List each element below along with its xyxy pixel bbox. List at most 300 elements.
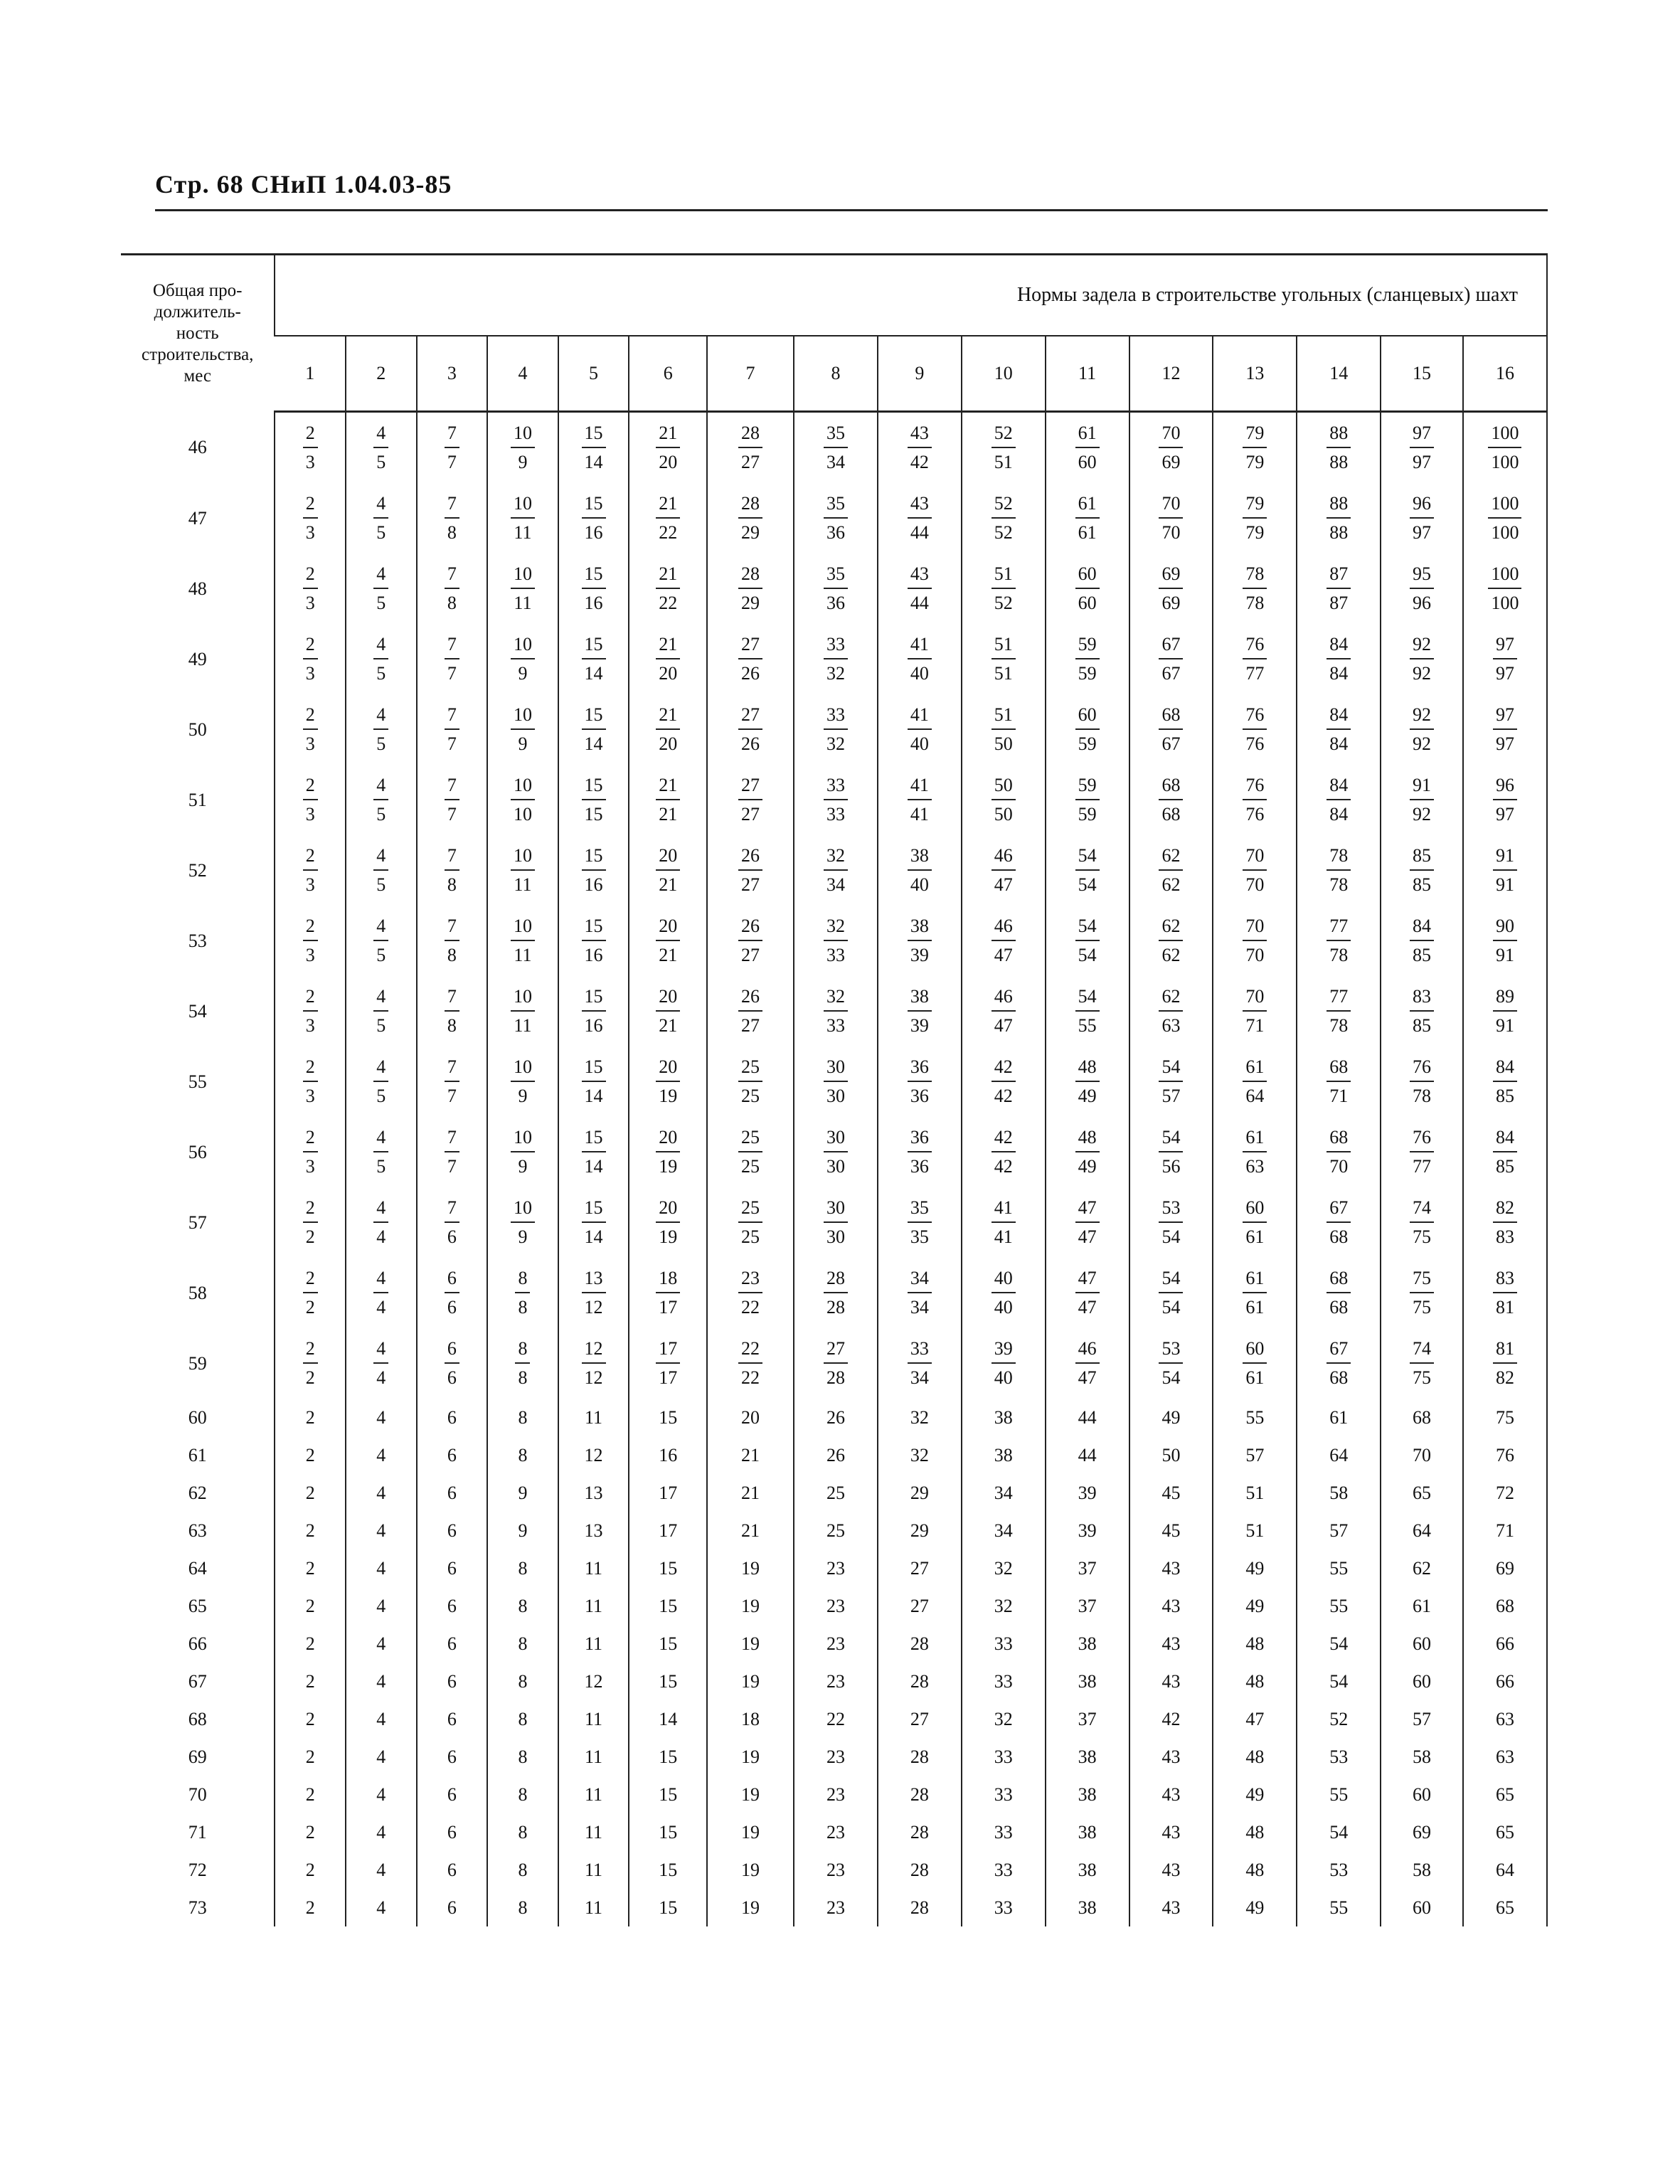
value-cell: 43 xyxy=(1129,1587,1213,1625)
fraction xyxy=(1075,423,1100,472)
fraction xyxy=(1410,1128,1434,1177)
fraction xyxy=(303,846,318,895)
denominator: 78 xyxy=(1245,593,1265,613)
denominator: 100 xyxy=(1491,452,1519,472)
fraction xyxy=(511,705,535,754)
denominator: 27 xyxy=(741,1015,760,1036)
numerator: 21 xyxy=(656,775,680,800)
fraction-cell xyxy=(275,1187,346,1258)
denominator: 5 xyxy=(376,945,386,965)
numerator: 4 xyxy=(373,1057,388,1082)
table-row xyxy=(121,1512,1547,1549)
fraction-cell xyxy=(487,1046,558,1117)
denominator: 34 xyxy=(910,1297,929,1318)
value-cell: 2 xyxy=(275,1813,346,1851)
value-cell: 38 xyxy=(1046,1813,1129,1851)
fraction-cell xyxy=(346,1117,417,1187)
fraction xyxy=(303,1339,318,1388)
numerator: 69 xyxy=(1159,564,1183,589)
numerator: 51 xyxy=(991,564,1016,589)
fraction-cell xyxy=(1297,1328,1381,1399)
fraction-cell xyxy=(707,1187,794,1258)
value-cell: 8 xyxy=(487,1813,558,1851)
fraction-cell xyxy=(1129,1117,1213,1187)
fraction-cell xyxy=(1046,835,1129,906)
numerator: 61 xyxy=(1243,1128,1267,1152)
value-cell: 64 xyxy=(1381,1512,1463,1549)
denominator: 17 xyxy=(659,1367,678,1388)
denominator: 35 xyxy=(910,1226,929,1247)
numerator: 10 xyxy=(511,423,535,448)
value-cell: 44 xyxy=(1046,1436,1129,1474)
numerator: 27 xyxy=(824,1339,848,1364)
numerator: 54 xyxy=(1159,1128,1183,1152)
fraction-cell xyxy=(962,1258,1046,1328)
numerator: 97 xyxy=(1493,635,1517,659)
fraction-cell xyxy=(629,976,707,1046)
fraction xyxy=(656,1268,680,1318)
denominator: 9 xyxy=(518,1086,528,1106)
fraction-cell xyxy=(878,412,962,484)
value-cell: 13 xyxy=(558,1474,629,1512)
column-number: 15 xyxy=(1381,336,1463,412)
numerator: 95 xyxy=(1410,564,1434,589)
fraction xyxy=(1075,705,1100,754)
denominator: 49 xyxy=(1078,1086,1097,1106)
numerator: 52 xyxy=(991,423,1016,448)
numerator: 35 xyxy=(908,1198,932,1223)
fraction xyxy=(445,846,459,895)
fraction-cell xyxy=(878,976,962,1046)
denominator: 21 xyxy=(659,804,678,825)
fraction-cell xyxy=(417,1187,488,1258)
value-cell: 15 xyxy=(629,1889,707,1926)
denominator: 52 xyxy=(994,522,1013,543)
duration-header-line: строительства, xyxy=(141,344,254,364)
fraction-cell xyxy=(794,694,878,765)
duration-cell: 62 xyxy=(188,1482,207,1503)
value-cell: 47 xyxy=(1213,1700,1297,1738)
denominator: 75 xyxy=(1413,1297,1432,1318)
fraction-cell xyxy=(1213,1258,1297,1328)
fraction-cell xyxy=(794,1258,878,1328)
numerator: 15 xyxy=(582,846,606,871)
value-cell: 60 xyxy=(1381,1889,1463,1926)
denominator: 51 xyxy=(994,452,1013,472)
fraction-cell xyxy=(558,1258,629,1328)
denominator: 9 xyxy=(518,733,528,754)
value-cell: 11 xyxy=(558,1625,629,1663)
numerator: 81 xyxy=(1493,1339,1517,1364)
denominator: 44 xyxy=(910,593,929,613)
denominator: 27 xyxy=(741,452,760,472)
fraction xyxy=(582,1339,606,1388)
fraction xyxy=(1243,705,1267,754)
value-cell: 38 xyxy=(962,1436,1046,1474)
fraction xyxy=(582,423,606,472)
fraction xyxy=(1488,423,1521,472)
fraction-cell xyxy=(275,765,346,835)
numerator: 38 xyxy=(908,987,932,1012)
value-cell: 58 xyxy=(1297,1474,1381,1512)
value-cell: 43 xyxy=(1129,1663,1213,1700)
denominator: 5 xyxy=(376,733,386,754)
table-row xyxy=(121,553,1547,624)
page-header: Стр. 68 СНиП 1.04.03-85 xyxy=(155,170,452,198)
numerator: 23 xyxy=(738,1268,762,1293)
fraction xyxy=(582,775,606,825)
denominator: 52 xyxy=(994,593,1013,613)
column-number: 4 xyxy=(487,336,558,412)
numerator: 30 xyxy=(824,1198,848,1223)
denominator: 47 xyxy=(994,945,1013,965)
numerator: 35 xyxy=(824,564,848,589)
numerator: 4 xyxy=(373,846,388,871)
table-row xyxy=(121,1700,1547,1738)
value-cell: 4 xyxy=(346,1625,417,1663)
denominator: 22 xyxy=(741,1367,760,1388)
value-cell: 4 xyxy=(346,1436,417,1474)
denominator: 29 xyxy=(741,593,760,613)
denominator: 20 xyxy=(659,663,678,684)
fraction-cell xyxy=(878,1328,962,1399)
fraction-cell xyxy=(1046,1046,1129,1117)
denominator: 88 xyxy=(1329,452,1349,472)
denominator: 14 xyxy=(584,663,603,684)
numerator: 33 xyxy=(908,1339,932,1364)
value-cell: 34 xyxy=(962,1512,1046,1549)
fraction-cell xyxy=(1381,1046,1463,1117)
numerator: 2 xyxy=(303,1198,318,1223)
duration-cell: 46 xyxy=(188,436,207,457)
fraction-cell xyxy=(346,1187,417,1258)
denominator: 16 xyxy=(584,945,603,965)
numerator: 100 xyxy=(1488,423,1521,448)
numerator: 15 xyxy=(582,1198,606,1223)
numerator: 26 xyxy=(738,846,762,871)
fraction-cell xyxy=(1381,976,1463,1046)
value-cell: 76 xyxy=(1463,1436,1547,1474)
fraction xyxy=(738,1339,762,1388)
fraction-cell xyxy=(417,412,488,484)
numerator: 77 xyxy=(1327,916,1351,941)
fraction xyxy=(738,1198,762,1247)
numerator: 32 xyxy=(824,846,848,871)
numerator: 15 xyxy=(582,1128,606,1152)
numerator: 60 xyxy=(1243,1339,1267,1364)
fraction-cell xyxy=(962,835,1046,906)
value-cell: 11 xyxy=(558,1738,629,1776)
numerator: 76 xyxy=(1410,1128,1434,1152)
numerator: 10 xyxy=(511,494,535,519)
numerator: 92 xyxy=(1410,635,1434,659)
numerator: 20 xyxy=(656,1198,680,1223)
value-cell: 8 xyxy=(487,1625,558,1663)
column-number: 1 xyxy=(275,336,346,412)
fraction xyxy=(1243,916,1267,965)
fraction-cell xyxy=(707,483,794,553)
fraction xyxy=(1075,1339,1100,1388)
fraction xyxy=(1159,705,1183,754)
value-cell: 37 xyxy=(1046,1587,1129,1625)
value-cell: 4 xyxy=(346,1512,417,1549)
value-cell: 54 xyxy=(1297,1813,1381,1851)
denominator: 3 xyxy=(305,663,315,684)
fraction xyxy=(1243,494,1267,543)
denominator: 28 xyxy=(826,1297,845,1318)
duration-column-header xyxy=(121,255,275,412)
numerator: 62 xyxy=(1159,916,1183,941)
fraction-cell xyxy=(558,976,629,1046)
value-cell: 8 xyxy=(487,1700,558,1738)
numerator: 28 xyxy=(738,494,762,519)
fraction-cell xyxy=(878,1258,962,1328)
value-cell: 61 xyxy=(1297,1399,1381,1436)
fraction xyxy=(738,1057,762,1106)
fraction-cell xyxy=(1297,624,1381,694)
fraction xyxy=(738,1268,762,1318)
fraction-cell xyxy=(962,1187,1046,1258)
column-number-row xyxy=(121,336,1547,412)
fraction xyxy=(991,423,1016,472)
value-cell: 2 xyxy=(275,1851,346,1889)
fraction-cell xyxy=(1463,976,1547,1046)
value-cell: 6 xyxy=(417,1587,488,1625)
fraction-cell xyxy=(1381,553,1463,624)
table-row xyxy=(121,1328,1547,1399)
value-cell: 55 xyxy=(1297,1889,1381,1926)
value-cell: 51 xyxy=(1213,1474,1297,1512)
denominator: 2 xyxy=(305,1367,315,1388)
denominator: 54 xyxy=(1161,1297,1181,1318)
fraction-cell xyxy=(275,694,346,765)
fraction-cell xyxy=(487,624,558,694)
numerator: 4 xyxy=(373,1268,388,1293)
column-number: 9 xyxy=(878,336,962,412)
fraction xyxy=(511,775,535,825)
duration-cell: 59 xyxy=(188,1352,207,1374)
numerator: 10 xyxy=(511,1128,535,1152)
numerator: 4 xyxy=(373,635,388,659)
denominator: 42 xyxy=(994,1086,1013,1106)
value-cell: 32 xyxy=(878,1436,962,1474)
fraction xyxy=(738,916,762,965)
denominator: 7 xyxy=(447,804,457,825)
numerator: 60 xyxy=(1075,564,1100,589)
denominator: 33 xyxy=(826,804,845,825)
numerator: 10 xyxy=(511,916,535,941)
fraction xyxy=(373,846,388,895)
numerator: 12 xyxy=(582,1339,606,1364)
fraction xyxy=(1493,635,1517,684)
denominator: 7 xyxy=(447,1086,457,1106)
fraction xyxy=(908,1268,932,1318)
denominator: 16 xyxy=(584,522,603,543)
denominator: 17 xyxy=(659,1297,678,1318)
fraction-cell xyxy=(878,835,962,906)
denominator: 92 xyxy=(1413,733,1432,754)
table-row xyxy=(121,1663,1547,1700)
denominator: 28 xyxy=(826,1367,845,1388)
numerator: 67 xyxy=(1159,635,1183,659)
numerator: 21 xyxy=(656,564,680,589)
fraction xyxy=(991,1198,1016,1247)
numerator: 4 xyxy=(373,1128,388,1152)
numerator: 4 xyxy=(373,705,388,730)
numerator: 41 xyxy=(991,1198,1016,1223)
numerator: 2 xyxy=(303,1057,318,1082)
fraction-cell xyxy=(707,553,794,624)
numerator: 84 xyxy=(1327,635,1351,659)
fraction xyxy=(511,423,535,472)
denominator: 50 xyxy=(994,804,1013,825)
denominator: 78 xyxy=(1329,874,1349,895)
value-cell: 12 xyxy=(558,1663,629,1700)
column-number: 10 xyxy=(962,336,1046,412)
fraction xyxy=(511,1198,535,1247)
fraction xyxy=(656,1128,680,1177)
fraction xyxy=(1493,987,1517,1036)
fraction-cell xyxy=(962,1046,1046,1117)
denominator: 85 xyxy=(1413,874,1432,895)
value-cell: 38 xyxy=(1046,1889,1129,1926)
fraction-cell xyxy=(558,553,629,624)
denominator: 42 xyxy=(910,452,929,472)
fraction-cell xyxy=(346,553,417,624)
fraction-cell xyxy=(707,412,794,484)
denominator: 33 xyxy=(826,1015,845,1036)
numerator: 46 xyxy=(991,846,1016,871)
numerator: 38 xyxy=(908,846,932,871)
numerator: 35 xyxy=(824,494,848,519)
denominator: 54 xyxy=(1161,1226,1181,1247)
fraction-cell xyxy=(558,1328,629,1399)
column-number: 5 xyxy=(558,336,629,412)
fraction-cell xyxy=(1046,1117,1129,1187)
numerator: 36 xyxy=(908,1057,932,1082)
numerator: 48 xyxy=(1075,1128,1100,1152)
fraction-cell xyxy=(1297,906,1381,976)
value-cell: 15 xyxy=(629,1399,707,1436)
value-cell: 37 xyxy=(1046,1700,1129,1738)
fraction-cell xyxy=(487,976,558,1046)
denominator: 10 xyxy=(513,804,532,825)
denominator: 34 xyxy=(910,1367,929,1388)
denominator: 9 xyxy=(518,452,528,472)
value-cell: 19 xyxy=(707,1776,794,1813)
denominator: 92 xyxy=(1413,663,1432,684)
value-cell: 43 xyxy=(1129,1549,1213,1587)
numerator: 26 xyxy=(738,987,762,1012)
fraction-cell xyxy=(1046,976,1129,1046)
value-cell: 12 xyxy=(558,1436,629,1474)
numerator: 15 xyxy=(582,916,606,941)
fraction xyxy=(1493,916,1517,965)
numerator: 96 xyxy=(1410,494,1434,519)
numerator: 4 xyxy=(373,775,388,800)
table-row xyxy=(121,1258,1547,1328)
value-cell: 11 xyxy=(558,1851,629,1889)
fraction-cell xyxy=(1213,412,1297,484)
numerator: 60 xyxy=(1075,705,1100,730)
denominator: 3 xyxy=(305,1086,315,1106)
denominator: 5 xyxy=(376,1086,386,1106)
fraction xyxy=(1159,987,1183,1036)
fraction xyxy=(824,916,848,965)
value-cell: 6 xyxy=(417,1436,488,1474)
fraction-cell xyxy=(558,906,629,976)
fraction-cell xyxy=(275,906,346,976)
numerator: 79 xyxy=(1243,423,1267,448)
fraction xyxy=(1410,1339,1434,1388)
fraction xyxy=(511,987,535,1036)
fraction-cell xyxy=(1381,835,1463,906)
fraction-cell xyxy=(1297,483,1381,553)
fraction-cell xyxy=(707,765,794,835)
fraction xyxy=(656,423,680,472)
denominator: 15 xyxy=(584,804,603,825)
numerator: 42 xyxy=(991,1128,1016,1152)
numerator: 91 xyxy=(1410,775,1434,800)
value-cell: 37 xyxy=(1046,1549,1129,1587)
denominator: 84 xyxy=(1329,804,1349,825)
numerator: 2 xyxy=(303,494,318,519)
numerator: 84 xyxy=(1410,916,1434,941)
fraction xyxy=(1488,564,1521,613)
value-cell: 63 xyxy=(1463,1700,1547,1738)
fraction xyxy=(1075,1268,1100,1318)
value-cell: 49 xyxy=(1129,1399,1213,1436)
fraction-cell xyxy=(1213,1187,1297,1258)
value-cell: 28 xyxy=(878,1889,962,1926)
table-row xyxy=(121,1813,1547,1851)
fraction-cell xyxy=(1213,765,1297,835)
denominator: 41 xyxy=(994,1226,1013,1247)
fraction-cell xyxy=(1463,694,1547,765)
denominator: 36 xyxy=(910,1156,929,1177)
fraction-cell xyxy=(962,624,1046,694)
fraction xyxy=(908,987,932,1036)
fraction xyxy=(738,987,762,1036)
numerator: 67 xyxy=(1327,1339,1351,1364)
denominator: 68 xyxy=(1329,1367,1349,1388)
fraction-cell xyxy=(1046,483,1129,553)
denominator: 8 xyxy=(447,522,457,543)
denominator: 55 xyxy=(1078,1015,1097,1036)
numerator: 20 xyxy=(656,987,680,1012)
numerator: 46 xyxy=(1075,1339,1100,1364)
value-cell: 57 xyxy=(1381,1700,1463,1738)
fraction xyxy=(582,1268,606,1318)
value-cell: 2 xyxy=(275,1700,346,1738)
denominator: 11 xyxy=(514,593,532,613)
fraction xyxy=(991,1057,1016,1106)
denominator: 51 xyxy=(994,663,1013,684)
numerator: 4 xyxy=(373,423,388,448)
duration-header-line: должитель- xyxy=(154,302,241,322)
denominator: 63 xyxy=(1245,1156,1265,1177)
fraction xyxy=(1243,1339,1267,1388)
fraction xyxy=(1243,1128,1267,1177)
value-cell: 38 xyxy=(1046,1625,1129,1663)
fraction xyxy=(303,494,318,543)
value-cell: 61 xyxy=(1381,1587,1463,1625)
fraction xyxy=(1159,846,1183,895)
value-cell: 48 xyxy=(1213,1851,1297,1889)
value-cell: 68 xyxy=(1381,1399,1463,1436)
numerator: 21 xyxy=(656,705,680,730)
fraction-cell xyxy=(1129,1258,1213,1328)
